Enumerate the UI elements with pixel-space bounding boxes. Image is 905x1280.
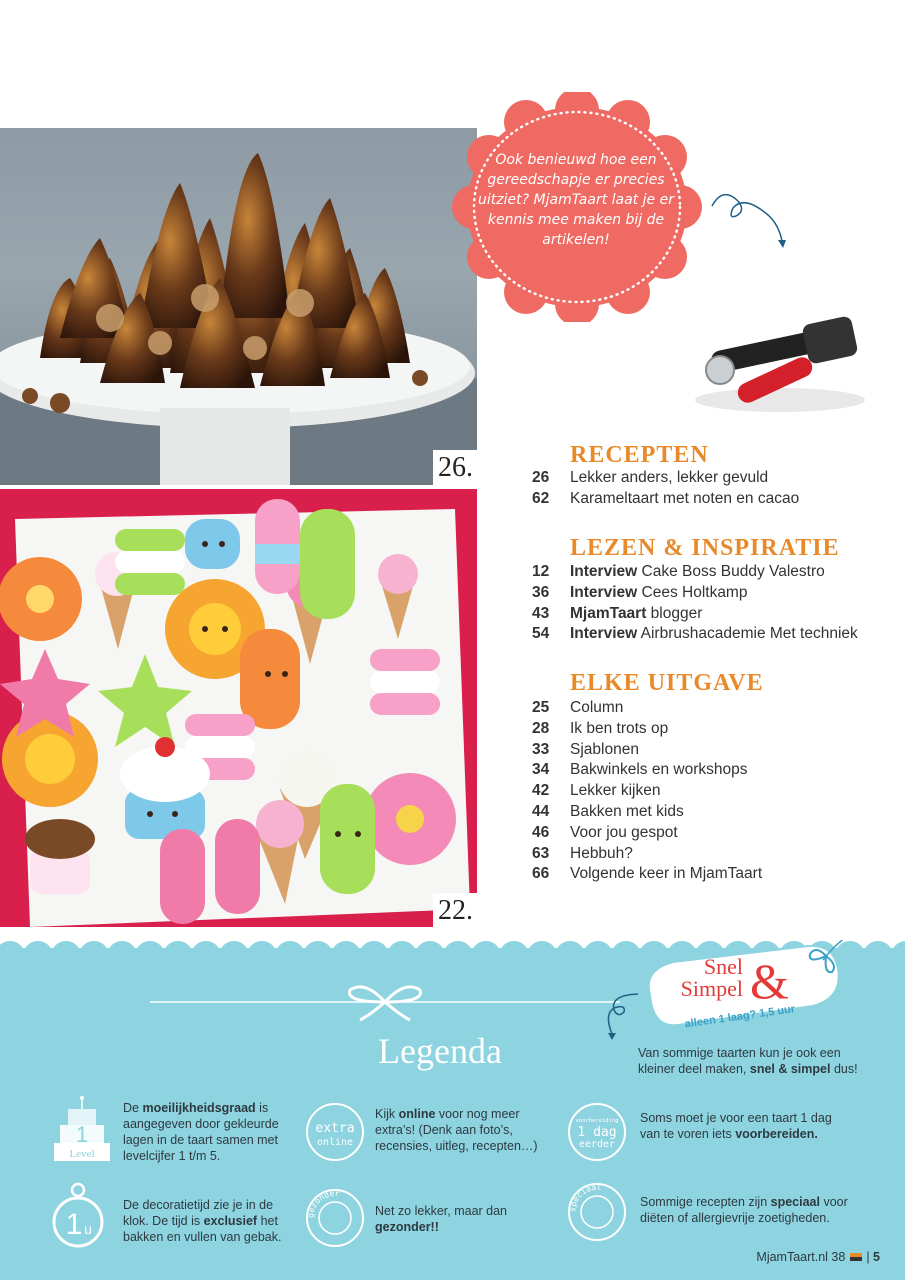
curly-arrow-icon <box>708 186 793 251</box>
snel-description-end: dus! <box>830 1062 858 1076</box>
clock-icon <box>50 1180 106 1250</box>
toc-item-text: Karameltaart met noten en cacao <box>570 489 800 507</box>
bow-divider <box>150 975 620 1025</box>
cake-illustration <box>0 128 477 485</box>
footer-issue: MjamTaart.nl 38 <box>756 1250 846 1264</box>
toc-page-number: 46 <box>532 823 550 841</box>
voorbereiding-description-text: Soms moet je voor een taart 1 dag van te voren iets <box>640 1111 832 1141</box>
gezonder-description <box>375 1203 535 1235</box>
toc-page-number: 36 <box>532 583 550 601</box>
speciaal-description-bold: speciaal <box>770 1195 820 1209</box>
toc-item[interactable] <box>532 844 762 865</box>
extra-description-end: voor nog meer extra’s! (Denk aan foto’s, recensies, uitleg, recepten…) <box>375 1107 538 1153</box>
clock-number: 1 <box>65 1208 83 1241</box>
toc-item-text: Column <box>570 699 624 716</box>
toc-item[interactable] <box>532 740 762 761</box>
voorbereiding-icon-line3: eerder <box>578 1139 616 1150</box>
snel-description-text: Van sommige taarten kun je ook een kleiner deel maken, <box>638 1046 841 1076</box>
snel-subtitle: alleen 1 laag? 1,5 uur <box>683 1003 796 1031</box>
level-description-end: is aangegeven door gekleurde lagen in de taart samen met levelcijfer 1 t/m 5. <box>123 1101 279 1163</box>
speciaal-description-text: Sommige recepten zijn <box>640 1195 771 1209</box>
toc-item[interactable] <box>532 864 762 885</box>
level-cake-icon <box>52 1095 112 1165</box>
voorbereiding-description-bold: voorbereiden. <box>735 1127 818 1141</box>
toc-item[interactable] <box>532 604 858 625</box>
badge-text: Ook benieuwd hoe een gereedschapje er precies uitziet? MjamTaart laat je er kennis mee maken bij de artikelen! <box>478 152 674 248</box>
toc-item[interactable] <box>532 719 762 740</box>
toc-item-text: Bakken met kids <box>570 802 684 820</box>
toc-item-keyword: Interview <box>570 563 638 580</box>
clock-description-bold: exclusief <box>203 1214 258 1228</box>
toc-item[interactable] <box>532 823 762 844</box>
level-number: 1 <box>75 1122 89 1147</box>
clock-description-text: De decoratietijd zie je in de klok. De tijd is <box>123 1198 274 1228</box>
cake-photo <box>0 128 477 485</box>
cookies-photo <box>0 489 477 927</box>
speciaal-icon-text: speciaal <box>567 1182 602 1213</box>
photo-page-number: 22. <box>433 893 479 929</box>
toc-page-number: 62 <box>532 489 550 507</box>
level-description-bold: moeilijkheidsgraad <box>142 1101 256 1115</box>
gezonder-description-text: Net zo lekker, maar dan <box>375 1204 508 1218</box>
section-title-recepten: RECEPTEN <box>570 442 709 468</box>
tool-illustration <box>690 300 870 420</box>
level-label: Level <box>69 1148 95 1160</box>
toc-item-text: Lekker kijken <box>570 782 661 800</box>
toc-item[interactable] <box>532 698 762 719</box>
toc-page-number: 44 <box>532 802 550 820</box>
toc-item-text: Airbrushacademie Met techniek <box>637 625 858 643</box>
speciaal-icon <box>567 1182 627 1242</box>
toc-item[interactable] <box>532 760 762 781</box>
extra-icon-line2: online <box>316 1137 354 1148</box>
gezonder-description-bold: gezonder!! <box>375 1220 439 1234</box>
toc-item-keyword: Interview <box>570 625 638 643</box>
toc-item[interactable] <box>532 802 762 823</box>
footer-separator: | <box>866 1250 870 1264</box>
curly-arrow-icon <box>600 990 645 1045</box>
clock-description-end: het bakken en vullen van gebak. <box>123 1214 282 1244</box>
toc-page-number: 25 <box>532 699 550 716</box>
toc-item-text: Lekker anders, lekker gevuld <box>570 469 769 486</box>
toc-item-text: Cees Holtkamp <box>637 583 748 601</box>
toc-page-number: 63 <box>532 844 550 862</box>
snel-description-bold: snel & simpel <box>749 1062 831 1076</box>
toc-item[interactable] <box>532 583 858 604</box>
simpel-word: Simpel <box>680 976 743 1001</box>
extra-online-icon <box>305 1102 365 1162</box>
extra-description-bold: online <box>398 1107 436 1121</box>
toc-page-number: 12 <box>532 563 550 580</box>
toc-list-recepten <box>532 468 799 510</box>
toc-item-text: Ik ben trots op <box>570 719 669 737</box>
toc-item-text: Bakwinkels en workshops <box>570 761 748 779</box>
gezonder-icon <box>305 1188 365 1248</box>
snel-description <box>638 1045 878 1077</box>
toc-item-text: Voor jou gespot <box>570 823 678 841</box>
snel-word: Snel <box>703 954 743 979</box>
toc-item-text: blogger <box>646 604 703 622</box>
snel-simpel-tag <box>638 940 843 1035</box>
voorbereiding-description <box>640 1110 840 1142</box>
clock-description <box>123 1197 293 1245</box>
gezonder-icon-text: gezonder <box>305 1188 340 1219</box>
toc-item[interactable] <box>532 781 762 802</box>
toc-item[interactable] <box>532 468 799 489</box>
voorbereiding-icon-line2: 1 dag <box>577 1125 617 1140</box>
photo-page-number: 26. <box>433 450 479 486</box>
toc-item-text: Cake Boss Buddy Valestro <box>637 563 825 580</box>
toc-item-text: Hebbuh? <box>570 844 633 862</box>
cookies-illustration <box>0 489 477 927</box>
toc-list-lezen-inspiratie <box>532 562 858 645</box>
cake-icon <box>849 1251 863 1262</box>
toc-item-text: Volgende keer in MjamTaart <box>570 865 763 883</box>
extra-description-text: Kijk <box>375 1107 399 1121</box>
extra-icon-line1: extra <box>315 1121 355 1136</box>
toc-page-number: 34 <box>532 761 550 779</box>
toc-list-elke-uitgave <box>532 698 762 885</box>
toc-page-number: 33 <box>532 740 550 758</box>
toc-item-text: Sjablonen <box>570 740 639 758</box>
toc-item[interactable] <box>532 489 799 510</box>
voorbereiding-icon <box>567 1102 627 1162</box>
toc-item-keyword: Interview <box>570 583 638 601</box>
toc-page-number: 28 <box>532 719 550 737</box>
level-description <box>123 1100 293 1164</box>
clock-unit: u <box>84 1221 92 1237</box>
toc-page-number: 26 <box>532 469 550 486</box>
footer-page-number: 5 <box>873 1250 880 1264</box>
page-footer <box>680 1250 880 1264</box>
toc-page-number: 54 <box>532 625 550 643</box>
toc-item-keyword: MjamTaart <box>570 604 647 622</box>
toc-item[interactable] <box>532 624 858 645</box>
toc-item[interactable] <box>532 562 858 583</box>
legend-title: Legenda <box>378 1031 502 1071</box>
section-title-lezen-inspiratie: LEZEN & INSPIRATIE <box>570 535 840 561</box>
speciaal-description <box>640 1194 870 1226</box>
extra-description <box>375 1106 545 1154</box>
speciaal-description-end: voor diëten of allergievrije zoetigheden. <box>640 1195 848 1225</box>
level-description-text: De <box>123 1101 143 1115</box>
ampersand: & <box>750 953 789 1009</box>
voorbereiding-icon-line1: voorbereiding <box>575 1118 619 1124</box>
toc-page-number: 66 <box>532 865 550 883</box>
toc-page-number: 43 <box>532 604 550 622</box>
section-title-elke-uitgave: ELKE UITGAVE <box>570 670 764 696</box>
toc-page-number: 42 <box>532 782 550 800</box>
